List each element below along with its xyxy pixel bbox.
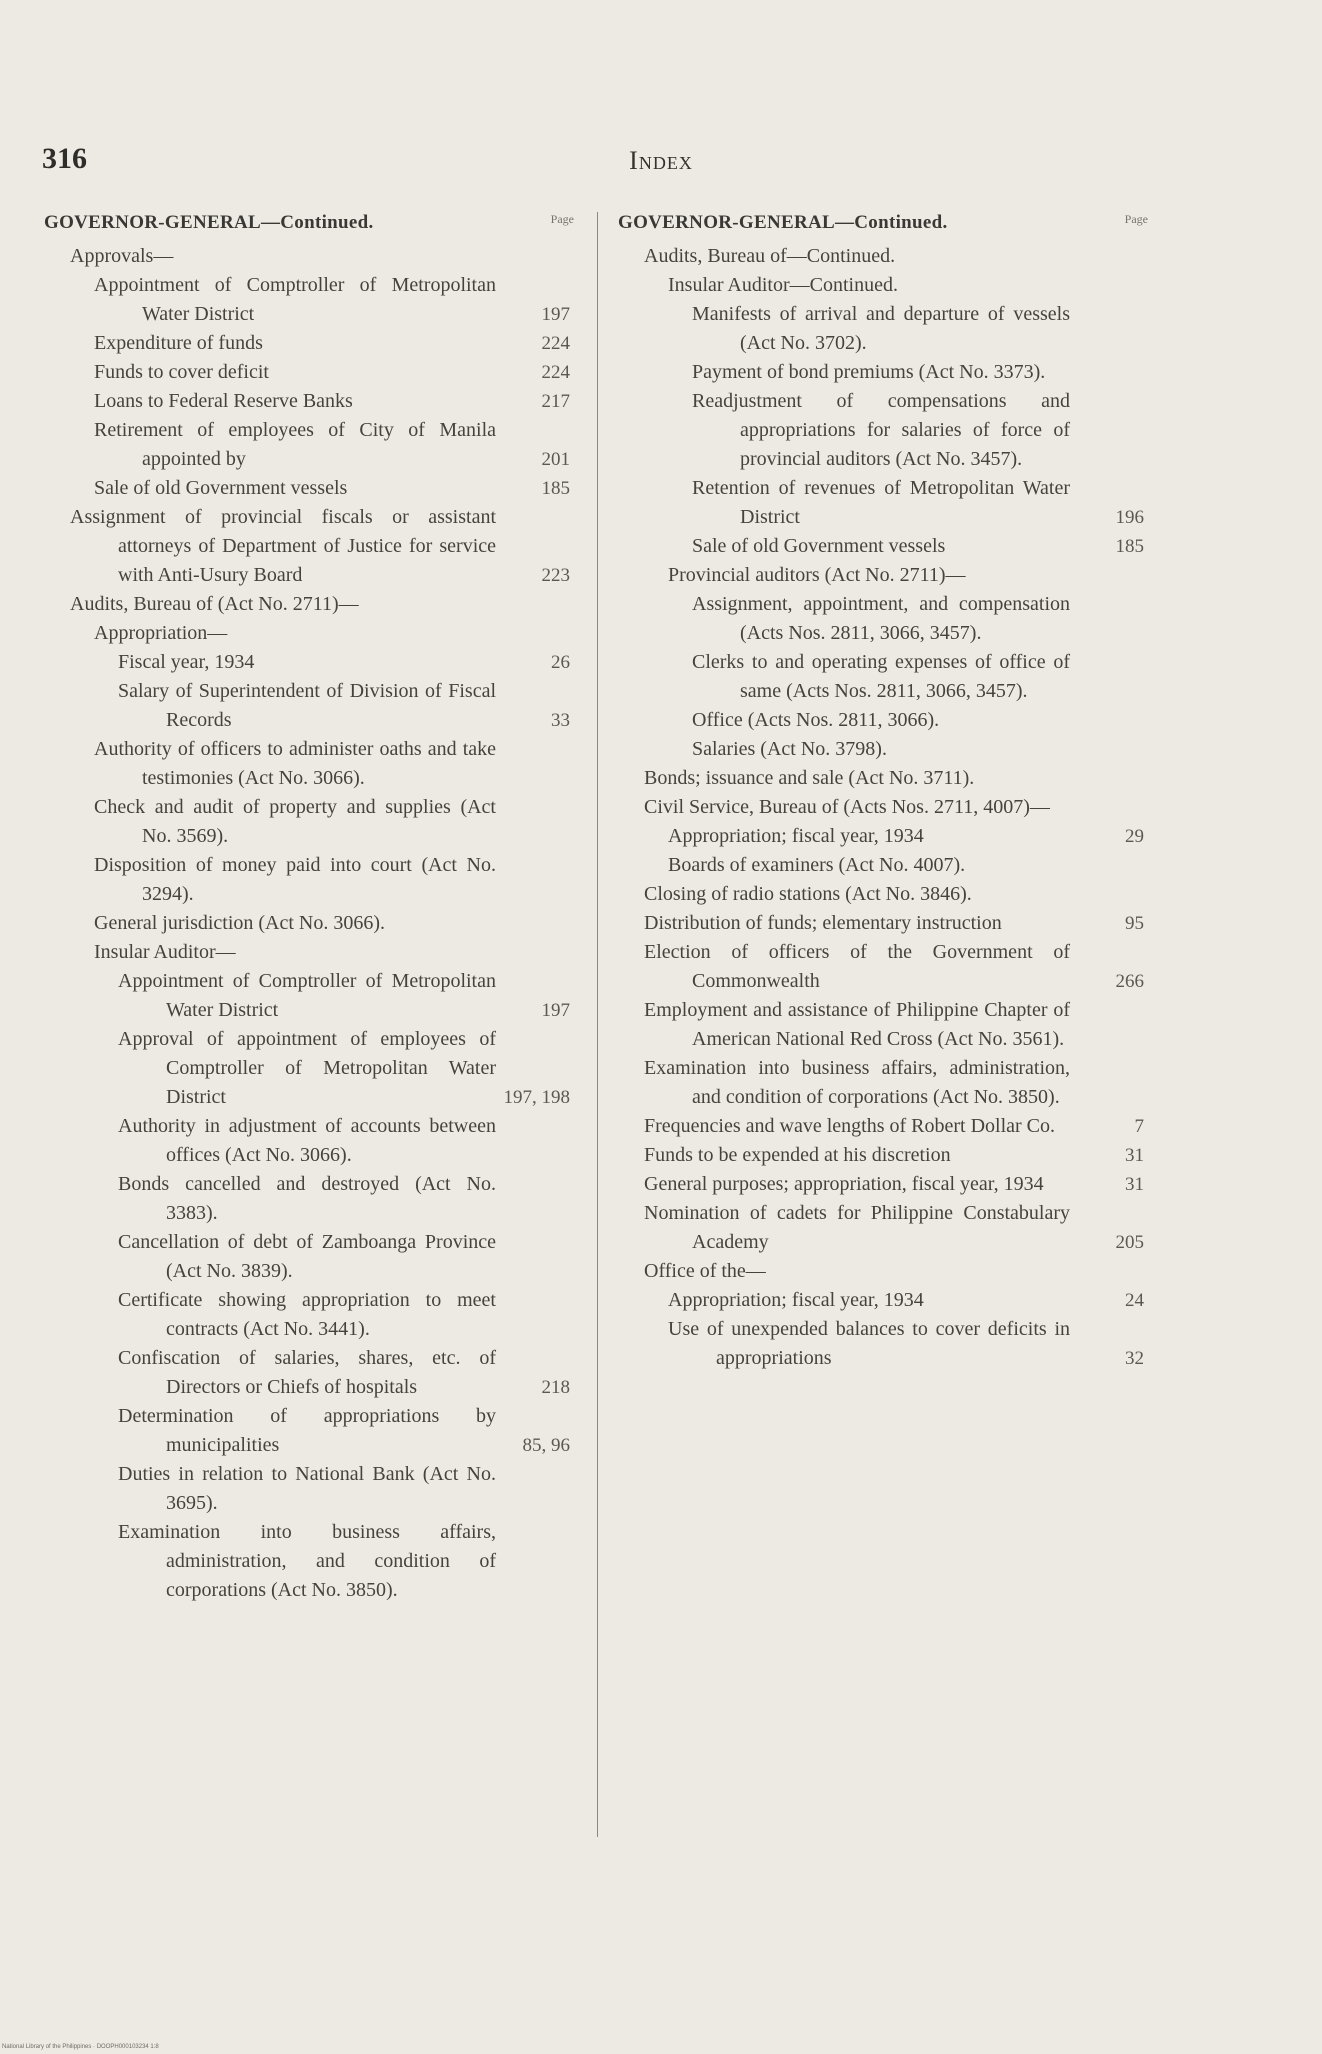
index-entry <box>618 764 1148 793</box>
entry-list <box>44 242 574 1605</box>
entry-text: Funds to cover deficit <box>94 361 269 383</box>
index-entry: Determination of appropriations by municipalities 85, 96 <box>118 1405 570 1456</box>
index-entry <box>618 793 1148 822</box>
entry-text: Examination into business affairs, administration, and condition of corporations (Act No. 3850). <box>118 1521 496 1601</box>
entry-text: General purposes; appropriation, fiscal year, 1934 <box>644 1173 1044 1195</box>
entry-text: Determination of appropriations by municipalities <box>118 1405 496 1456</box>
entry-text: Bonds; issuance and sale (Act No. 3711). <box>644 767 975 789</box>
index-entry <box>618 996 1148 1054</box>
entry-text: Audits, Bureau of—Continued. <box>644 245 896 267</box>
index-entry: Distribution of funds; elementary instruction 95 <box>644 912 1144 934</box>
entry-text: Employment and assistance of Philippine Chapter of American National Red Cross (Act No. 3561). <box>644 999 1070 1050</box>
entry-text: Duties in relation to National Bank (Act No. 3695). <box>118 1463 496 1514</box>
index-entry: Assignment of provincial fiscals or assistant attorneys of Department of Justice for service with Anti-Usury Board 223 <box>70 506 570 586</box>
index-entry <box>618 880 1148 909</box>
index-entry <box>44 851 574 909</box>
index-entry <box>618 532 1148 561</box>
entry-text: Certificate showing appropriation to meet contracts (Act No. 3441). <box>118 1289 496 1340</box>
entry-page-number: 31 <box>1125 1145 1144 1166</box>
entry-text: Boards of examiners (Act No. 4007). <box>668 854 966 876</box>
entry-text: Bonds cancelled and destroyed (Act No. 3383). <box>118 1173 496 1224</box>
entry-list <box>618 242 1148 1373</box>
index-entry <box>44 619 574 648</box>
entry-text: Nomination of cadets for Philippine Constabulary Academy <box>644 1202 1070 1253</box>
index-entry <box>44 1112 574 1170</box>
entry-page-number: 29 <box>1125 826 1144 847</box>
index-entry <box>44 329 574 358</box>
page-number: 316 <box>42 142 87 175</box>
index-entry: Salary of Superintendent of Division of Fiscal Records 33 <box>118 680 570 731</box>
index-entry <box>44 793 574 851</box>
index-entry <box>44 1460 574 1518</box>
index-entry <box>618 1054 1148 1112</box>
index-entry: Election of officers of the Government of Commonwealth 266 <box>644 941 1144 992</box>
entry-text: Fiscal year, 1934 <box>118 651 255 673</box>
entry-page-number: 185 <box>541 478 570 499</box>
index-entry <box>618 300 1148 358</box>
entry-text: Clerks to and operating expenses of office of same (Acts Nos. 2811, 3066, 3457). <box>692 651 1070 702</box>
index-entry <box>44 358 574 387</box>
column-divider <box>597 212 598 1837</box>
index-entry <box>44 387 574 416</box>
index-entry <box>44 1518 574 1605</box>
entry-page-number: 185 <box>1115 536 1144 557</box>
entry-text: Expenditure of funds <box>94 332 263 354</box>
page-header <box>42 142 1280 190</box>
entry-text: Office of the— <box>644 1260 766 1282</box>
index-entry <box>618 1286 1148 1315</box>
index-entry: Retirement of employees of City of Manila appointed by 201 <box>94 419 570 470</box>
entry-text: Manifests of arrival and departure of vessels (Act No. 3702). <box>692 303 1070 354</box>
index-entry <box>44 590 574 619</box>
entry-text: Payment of bond premiums (Act No. 3373). <box>692 361 1046 383</box>
entry-text: Provincial auditors (Act No. 2711)— <box>668 564 966 586</box>
column-heading <box>618 212 1148 242</box>
index-entry <box>44 1228 574 1286</box>
entry-text: Confiscation of salaries, shares, etc. of Directors or Chiefs of hospitals <box>118 1347 496 1398</box>
index-entry <box>618 561 1148 590</box>
page-label: Page <box>1124 212 1148 226</box>
index-entry: Confiscation of salaries, shares, etc. of Directors or Chiefs of hospitals 218 <box>118 1347 570 1398</box>
index-entry: Frequencies and wave lengths of Robert Dollar Co. 7 <box>644 1115 1144 1137</box>
entry-page-number: 224 <box>541 362 570 383</box>
index-entry <box>618 735 1148 764</box>
heading-title: GOVERNOR-GENERAL—Continued. <box>618 212 948 233</box>
index-entry <box>44 1025 574 1112</box>
entry-text: Loans to Federal Reserve Banks <box>94 390 353 412</box>
entry-text: Salaries (Act No. 3798). <box>692 738 887 760</box>
index-entry <box>618 851 1148 880</box>
index-entry <box>618 271 1148 300</box>
index-entry <box>44 648 574 677</box>
footer-credit: National Library of the Philippines · DOOPH000103234 1:8 <box>2 2044 159 2050</box>
index-entry <box>618 706 1148 735</box>
entry-text: Authority of officers to administer oaths and take testimonies (Act No. 3066). <box>94 738 496 789</box>
index-column-left <box>44 212 574 1605</box>
entry-text: Authority in adjustment of accounts between offices (Act No. 3066). <box>118 1115 496 1166</box>
index-entry <box>44 242 574 271</box>
entry-text: Civil Service, Bureau of (Acts Nos. 2711, 4007)— <box>644 796 1050 818</box>
entry-text: Disposition of money paid into court (Act No. 3294). <box>94 854 496 905</box>
entry-text: Office (Acts Nos. 2811, 3066). <box>692 709 940 731</box>
entry-text: Appropriation; fiscal year, 1934 <box>668 825 924 847</box>
entry-text: Appropriation; fiscal year, 1934 <box>668 1289 924 1311</box>
index-column-right <box>618 212 1148 1373</box>
entry-text: Retention of revenues of Metropolitan Water District <box>692 477 1070 528</box>
index-entry: Nomination of cadets for Philippine Constabulary Academy 205 <box>644 1202 1144 1253</box>
column-heading <box>44 212 574 242</box>
index-entry: General purposes; appropriation, fiscal year, 1934 31 <box>644 1173 1144 1195</box>
entry-text: Examination into business affairs, administration, and condition of corporations (Act No. 3850). <box>644 1057 1070 1108</box>
entry-page-number: 224 <box>541 333 570 354</box>
index-entry <box>44 474 574 503</box>
entry-text: Sale of old Government vessels <box>94 477 348 499</box>
index-entry <box>618 1257 1148 1286</box>
index-entry <box>618 242 1148 271</box>
entry-page-number: 24 <box>1125 1290 1144 1311</box>
index-entry <box>44 735 574 793</box>
index-entry: Retention of revenues of Metropolitan Water District 196 <box>692 477 1144 528</box>
entry-text: Closing of radio stations (Act No. 3846). <box>644 883 972 905</box>
entry-text: Salary of Superintendent of Division of Fiscal Records <box>118 680 496 731</box>
page-label: Page <box>550 212 574 226</box>
entry-text: Frequencies and wave lengths of Robert Dollar Co. <box>644 1115 1056 1137</box>
entry-text: General jurisdiction (Act No. 3066). <box>94 912 386 934</box>
entry-text: Assignment of provincial fiscals or assistant attorneys of Department of Justice for service with Anti-Usury Board <box>70 506 496 586</box>
index-entry <box>44 909 574 938</box>
heading-title: GOVERNOR-GENERAL—Continued. <box>44 212 374 233</box>
entry-text: Election of officers of the Government of Commonwealth <box>644 941 1070 992</box>
entry-text: Cancellation of debt of Zamboanga Province (Act No. 3839). <box>118 1231 496 1282</box>
entry-text: Assignment, appointment, and compensation (Acts Nos. 2811, 3066, 3457). <box>692 593 1070 644</box>
index-entry <box>618 590 1148 648</box>
entry-page-number: 26 <box>551 652 570 673</box>
entry-text: Appropriation— <box>94 622 228 644</box>
entry-text: Retirement of employees of City of Manila appointed by <box>94 419 496 470</box>
index-entry: Appointment of Comptroller of Metropolitan Water District 197 <box>118 970 570 1021</box>
index-entry: Appointment of Comptroller of Metropolitan Water District 197 <box>94 274 570 325</box>
index-entry <box>44 938 574 967</box>
entry-page-number: 217 <box>541 391 570 412</box>
entry-text: Distribution of funds; elementary instruction <box>644 912 1002 934</box>
entry-text: Funds to be expended at his discretion <box>644 1144 951 1166</box>
entry-page-number: 197, 198 <box>503 1087 570 1108</box>
entry-text: Audits, Bureau of (Act No. 2711)— <box>70 593 359 615</box>
index-entry <box>44 1170 574 1228</box>
entry-text: Check and audit of property and supplies (Act No. 3569). <box>94 796 496 847</box>
running-title: Index <box>629 146 693 175</box>
entry-text: Appointment of Comptroller of Metropolitan Water District <box>118 970 496 1021</box>
index-entry <box>618 822 1148 851</box>
entry-text: Readjustment of compensations and appropriations for salaries of force of provincial auditors (Act No. 3457). <box>692 390 1070 470</box>
index-entry <box>44 1286 574 1344</box>
index-entry <box>618 1141 1148 1170</box>
index-entry: Use of unexpended balances to cover deficits in appropriations 32 <box>668 1318 1144 1369</box>
index-entry <box>618 648 1148 706</box>
entry-text: Approvals— <box>70 245 174 267</box>
index-entry <box>618 358 1148 387</box>
index-entry <box>618 387 1148 474</box>
entry-text: Sale of old Government vessels <box>692 535 946 557</box>
entry-text: Insular Auditor— <box>94 941 236 963</box>
entry-text: Insular Auditor—Continued. <box>668 274 898 296</box>
entry-text: Approval of appointment of employees of Comptroller of Metropolitan Water District <box>118 1028 496 1108</box>
entry-text: Use of unexpended balances to cover deficits in appropriations <box>668 1318 1070 1369</box>
entry-text: Appointment of Comptroller of Metropolitan Water District <box>94 274 496 325</box>
